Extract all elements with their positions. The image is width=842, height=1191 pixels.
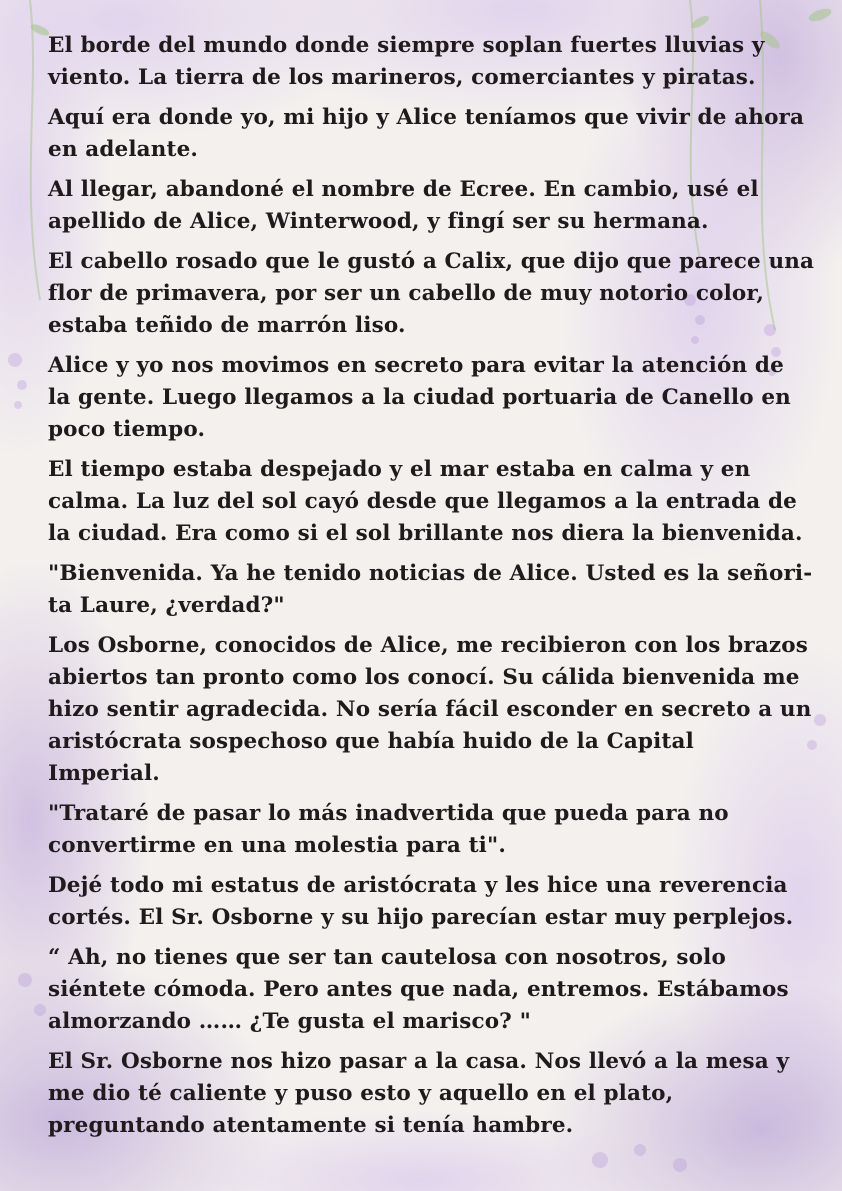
paragraph — [48, 870, 808, 934]
story-page — [48, 30, 815, 1150]
paragraph-line: apellido de Alice, Winterwood, y fingí ser su hermana. — [48, 209, 709, 234]
paragraph-line: Los Osborne, conocidos de Alice, me recibieron con los brazos — [48, 633, 809, 658]
paragraph-line: abiertos tan pronto como los conocí. Su cálida bienvenida me — [48, 665, 800, 690]
paragraph-line: poco tiempo. — [48, 417, 206, 442]
paragraph-line: El borde del mundo donde siempre soplan fuertes lluvias y — [48, 33, 765, 58]
paragraph — [48, 350, 808, 446]
paragraph-line: aristócrata sospechoso que había huido de la Capital — [48, 729, 694, 754]
paragraph-line: Dejé todo mi estatus de aristócrata y les hice una reverencia — [48, 873, 788, 898]
paragraph-line: flor de primavera, por ser un cabello de muy notorio color, — [48, 281, 764, 306]
paragraph — [48, 798, 808, 862]
paragraph — [48, 102, 808, 166]
paragraph — [48, 942, 808, 1038]
paragraph-line: Imperial. — [48, 761, 160, 786]
paragraph — [48, 246, 815, 342]
paragraph — [48, 630, 812, 790]
paragraph-line: en adelante. — [48, 137, 199, 162]
paragraph-line: siéntete cómoda. Pero antes que nada, entremos. Estábamos — [48, 977, 789, 1002]
paragraph-line: preguntando atentamente si tenía hambre. — [48, 1113, 574, 1138]
paragraph-line: El cabello rosado que le gustó a Calix, que dijo que parece una — [48, 249, 815, 274]
paragraph-line: "Trataré de pasar lo más inadvertida que pueda para no — [48, 801, 729, 826]
paragraph-line: calma. La luz del sol cayó desde que llegamos a la entrada de — [48, 489, 797, 514]
paragraph-line: convertirme en una molestia para ti". — [48, 833, 506, 858]
paragraph-line: El Sr. Osborne nos hizo pasar a la casa. Nos llevó a la mesa y — [48, 1049, 790, 1074]
paragraph-line: almorzando …… ¿Te gusta el marisco? " — [48, 1009, 531, 1034]
paragraph — [48, 1046, 808, 1142]
paragraph — [48, 454, 808, 550]
paragraph — [48, 558, 813, 622]
paragraph-line: me dio té caliente y puso esto y aquello en el plato, — [48, 1081, 674, 1106]
paragraph — [48, 174, 808, 238]
paragraph-line: la ciudad. Era como si el sol brillante nos diera la bienvenida. — [48, 521, 803, 546]
paragraph-line: Aquí era donde yo, mi hijo y Alice teníamos que vivir de ahora — [48, 105, 805, 130]
paragraph-line: Al llegar, abandoné el nombre de Ecree. En cambio, usé el — [48, 177, 759, 202]
paragraph-line: estaba teñido de marrón liso. — [48, 313, 406, 338]
paragraph-line: hizo sentir agradecida. No sería fácil esconder en secreto a un — [48, 697, 812, 722]
paragraph-line: El tiempo estaba despejado y el mar estaba en calma y en — [48, 457, 751, 482]
paragraph-line: ta Laure, ¿verdad?" — [48, 593, 285, 618]
paragraph-line: cortés. El Sr. Osborne y su hijo parecían estar muy perplejos. — [48, 905, 794, 930]
paragraph — [48, 30, 808, 94]
paragraph-line: viento. La tierra de los marineros, comerciantes y piratas. — [48, 65, 756, 90]
paragraph-line: Alice y yo nos movimos en secreto para evitar la atención de — [48, 353, 784, 378]
paragraph-line: la gente. Luego llegamos a la ciudad portuaria de Canello en — [48, 385, 791, 410]
paragraph-line: “ Ah, no tienes que ser tan cautelosa con nosotros, solo — [48, 945, 726, 970]
paragraph-line: "Bienvenida. Ya he tenido noticias de Alice. Usted es la señori- — [48, 561, 813, 586]
